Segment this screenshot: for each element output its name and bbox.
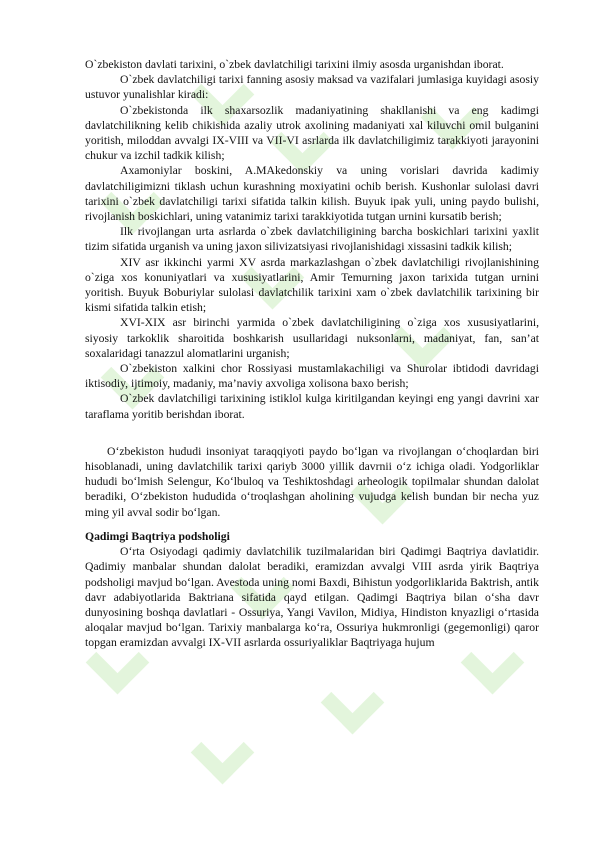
paragraph: XVI-XIX asr birinchi yarmida o`zbek davlatchiligining o`ziga xos xususiyatlarini, siyosiy tarkoklik sharoitida boshkarish usullaridagi nuksonlarni, madaniyat, fan, san’at soxalaridagi tanazzul alomatlarini urganish; [85, 316, 539, 360]
paragraph: O`zbek davlatchiligi tarixi fanning asosiy maksad va vazifalari jumlasiga kuyidagi asosiy ustuvor yunalishlar kiradi: [85, 73, 539, 102]
watermark-chevron-icon [321, 671, 385, 735]
intro-paragraph: O‘zbekiston hududi insoniyat taraqqiyoti paydo bo‘lgan va rivojlangan o‘choqlardan biri hisoblanadi, uning davlatchilik tarixi qariyb 3000 yillik davrnii o‘z ichiga oladi. Yodgorliklar hududi bo‘lmish Selengur, Ko‘lbuloq va Teshiktoshdagi arheologik topilmalar shundan dalolat beradiki, O‘zbekiston hududida o‘troqlashgan aholining vujudga kelish bundan bir necha yuz ming yil avval sodir bo‘lgan. [85, 444, 539, 519]
document-body [85, 57, 539, 651]
spacer [85, 520, 539, 529]
paragraph: O`zbek davlatchiligi tarixining istiklol kulga kiritilgandan keyingi eng yangi davrini xar taraflama yoritib berishdan iborat. [85, 392, 539, 421]
paragraph: O`zbekistonda ilk shaxarsozlik madaniyatining shakllanishi va eng kadimgi davlatchilikning kelib chikishida azaliy utrok axolining madaniyati xal kiluvchi omil bulganini yoritish, miloddan avvalgi IX-VIII va VII-VI asrlarda ilk davlatchiligimiz tarakkiyoti jarayonini chukur va izchil tadkik kilish; [85, 103, 539, 163]
paragraph: XIV asr ikkinchi yarmi XV asrda markazlashgan o`zbek davlatchiligi rivojlanishining o`ziga xos konuniyatlari va xususiyatlarini, Amir Temurning jaxon tarixida tutgan urnini yoritish. Buyuk Boburiylar sulolasi davlatchilik tarixini xam o`zbek davlatchilik tarixining bir kismi sifatida talkin etish; [85, 255, 539, 315]
watermark-chevron-icon [191, 721, 255, 785]
spacer [85, 422, 539, 444]
section-paragraph: O‘rta Osiyodagi qadimiy davlatchilik tuzilmalaridan biri Qadimgi Baqtriya davlatidir. Qadimiy manbalar shundan dalolat beradiki, eramizdan avvalgi VIII asrda yirik Baqtriya podsholigi mavjud bo‘lgan. Avestoda uning nomi Baxdi, Bihistun yodgorliklarida Baktrish, antik davr adabiyotlarida Baktriana sifatida qayd etilgan. Qadimgi Baqtriya bilan o‘sha davr dunyosining boshqa davlatlari - Ossuriya, Yangi Vavilon, Midiya, Hindiston knyazligi o‘rtasida aloqalar mavjud bo‘lgan. Tarixiy manbalarga ko‘ra, Ossuriya hukmronligi (gegemonligi) qaror topgan eramizdan avvalgi IX-VII asrlarda ossuriyaliklar Baqtriyaga hujum [85, 545, 539, 650]
paragraph: Axamoniylar boskini, A.MAkedonskiy va uning vorislari davrida kadimiy davlatchiligimizni tiklash uchun kurashning moxiyatini ochib berish. Kushonlar sulolasi davri tarixini o`zbek davlatchiligi tarixi sifatida talkin kilish. Buyuk ipak yuli, uning paydo bulishi, rivojlanish boskichlari, uning vatanimiz tarixi tarakkiyotida tutgan urnini kursatib berish; [85, 164, 539, 224]
paragraph: O`zbekiston davlati tarixini, o`zbek davlatchiligi tarixini ilmiy asosda urganishdan iborat. [85, 58, 504, 71]
paragraph: O`zbekiston xalkini chor Rossiyasi mustamlakachiligi va Shurolar ibtidodi davridagi iktisodiy, ijtimoiy, madaniy, ma’naviy axvoliga xolisona baxo berish; [85, 362, 539, 391]
section-heading: Qadimgi Baqtriya podsholigi [85, 529, 230, 543]
paragraph: Ilk rivojlangan urta asrlarda o`zbek davlatchiligining barcha boskichlari tarixini yaxlit tizim sifatida urganish va uning jaxon silivizatsiyasi rivojlanishidagi xissasini tadkik kilish; [85, 225, 539, 254]
